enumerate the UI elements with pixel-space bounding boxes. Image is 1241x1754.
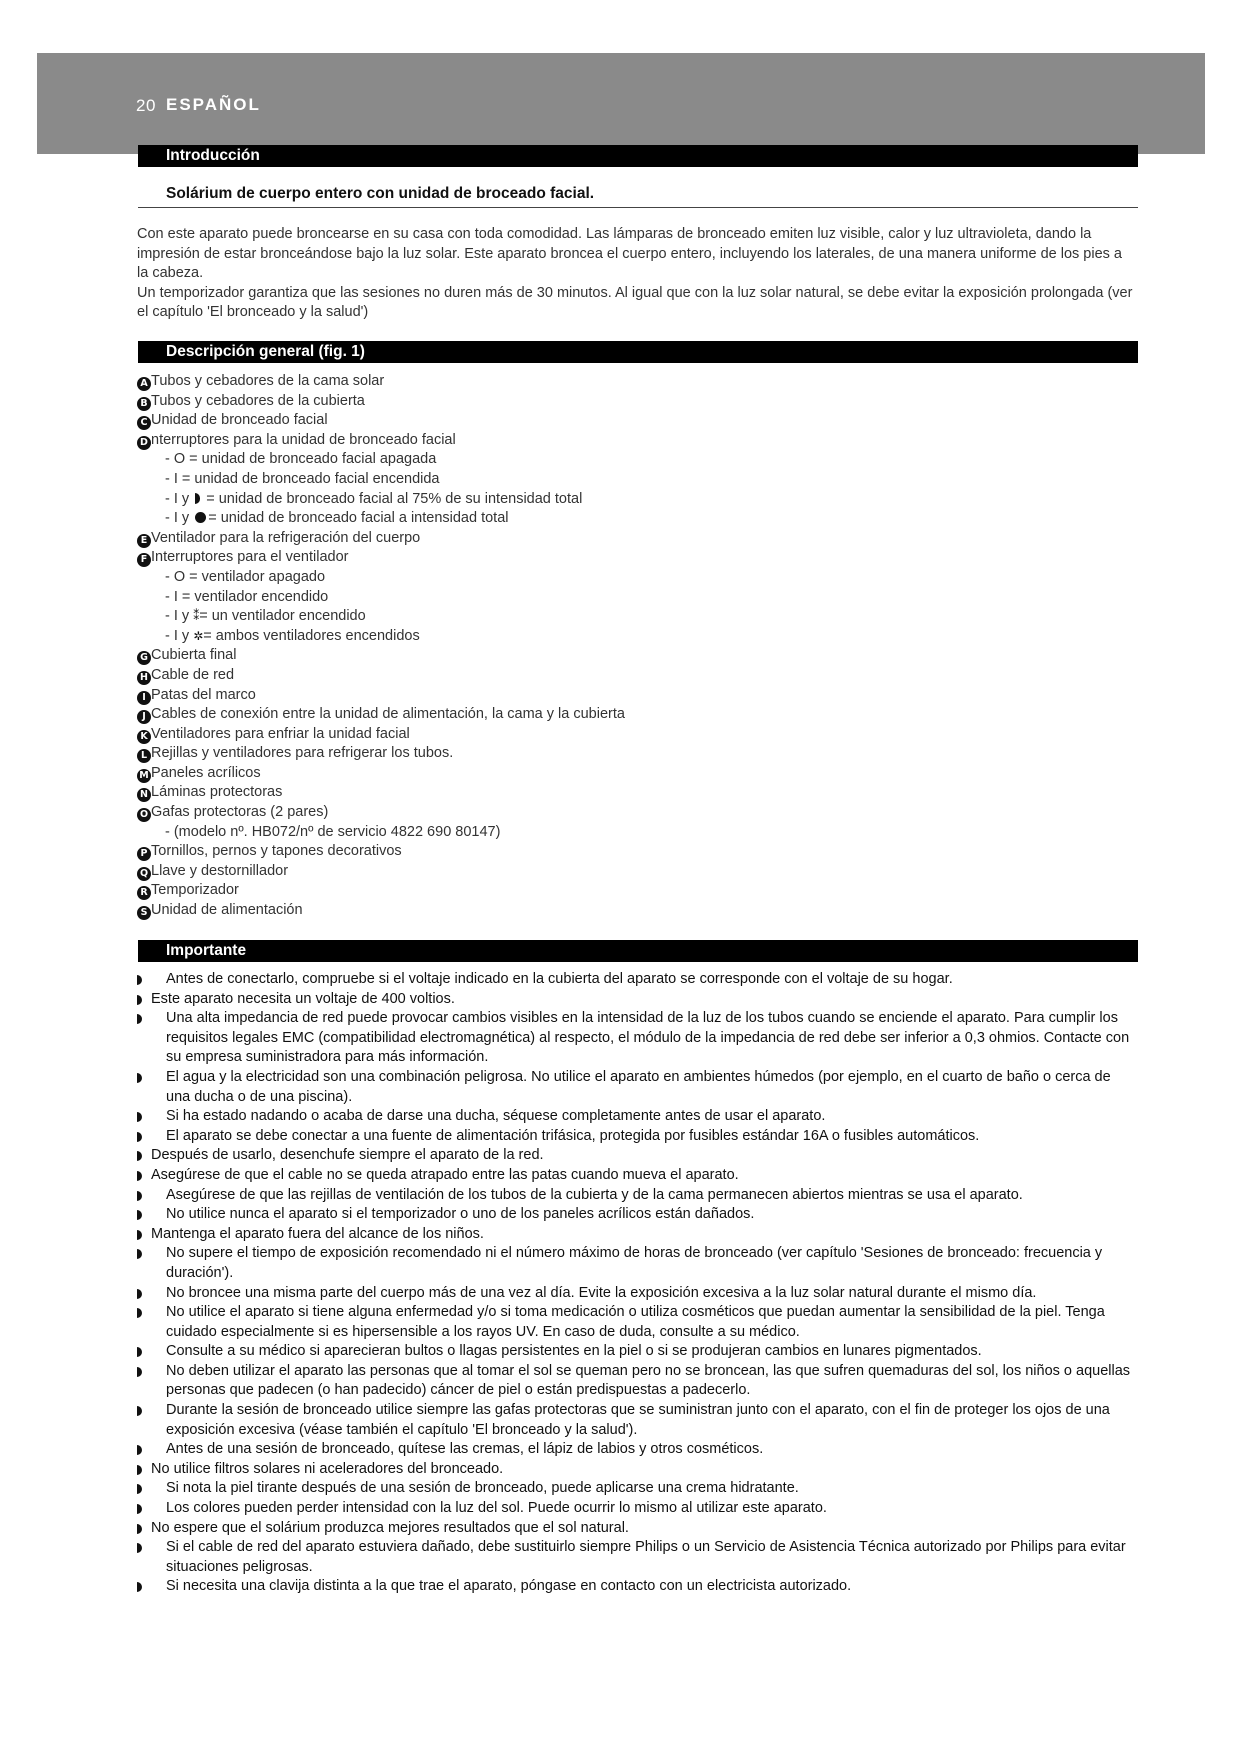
overview-item: B Tubos y cebadores de la cubierta xyxy=(137,392,1037,412)
important-item: Asegúrese de que el cable no se queda atrapado entre las patas cuando mueva el aparato. xyxy=(137,1166,1137,1186)
bullet-icon xyxy=(137,995,142,1005)
double-fan-icon: ✲ xyxy=(193,628,204,643)
bullet-icon xyxy=(137,1073,142,1083)
letter-marker-icon: O xyxy=(137,808,151,822)
letter-marker-icon: A xyxy=(137,377,151,391)
important-item: Si el cable de red del aparato estuviera dañado, debe sustituirlo siempre Philips o un Servicio de Asistencia Técnica autorizado por Philips para evitar situaciones peligrosas. xyxy=(137,1538,1137,1577)
important-item: No espere que el solárium produzca mejores resultados que el sol natural. xyxy=(137,1519,1137,1539)
important-item: Consulte a su médico si aparecieran bultos o llagas persistentes en la piel o si se produjeran cambios en lunares pigmentados. xyxy=(137,1342,1137,1362)
important-item: Antes de conectarlo, compruebe si el voltaje indicado en la cubierta del aparato se corresponde con el voltaje de su hogar. xyxy=(137,970,1137,990)
bullet-icon xyxy=(137,1465,142,1475)
letter-marker-icon: L xyxy=(137,749,151,763)
bullet-icon xyxy=(137,1484,142,1494)
bullet-icon xyxy=(137,975,142,985)
overview-item: K Ventiladores para enfriar la unidad facial xyxy=(137,725,1037,745)
bullet-icon xyxy=(137,1445,142,1455)
single-fan-icon: ⁑ xyxy=(193,609,200,624)
letter-marker-icon: J xyxy=(137,710,151,724)
bullet-icon xyxy=(137,1249,142,1259)
bullet-icon xyxy=(137,1014,142,1024)
bullet-icon xyxy=(137,1132,142,1142)
subtitle-divider xyxy=(138,207,1138,208)
bullet-icon xyxy=(137,1543,142,1553)
important-item: Después de usarlo, desenchufe siempre el aparato de la red. xyxy=(137,1146,1137,1166)
bullet-icon xyxy=(137,1112,142,1122)
letter-marker-icon: C xyxy=(137,416,151,430)
overview-item: I Patas del marco xyxy=(137,686,1037,706)
important-item: Si nota la piel tirante después de una sesión de bronceado, puede aplicarse una crema hidratante. xyxy=(137,1479,1137,1499)
letter-marker-icon: R xyxy=(137,886,151,900)
important-item: Una alta impedancia de red puede provocar cambios visibles en la intensidad de la luz de los tubos cuando se enciende el aparato. Para cumplir los requisitos legales EMC (compatibilidad electromagnética) al respecto, el módulo de la impedancia de red debe ser inferior a 0,3 ohmios. Contacte con su empresa suministradora para más información. xyxy=(137,1009,1137,1068)
important-item: Este aparato necesita un voltaje de 400 voltios. xyxy=(137,990,1137,1010)
overview-item: Q Llave y destornillador xyxy=(137,862,1037,882)
important-item: El aparato se debe conectar a una fuente de alimentación trifásica, protegida por fusibles estándar 16A o fusibles automáticos. xyxy=(137,1127,1137,1147)
overview-subitem: - I = ventilador encendido xyxy=(165,588,329,605)
bullet-icon xyxy=(137,1171,142,1181)
important-item: Durante la sesión de bronceado utilice siempre las gafas protectoras que se suministran junto con el aparato, con el fin de proteger los ojos de una exposición excesiva (véase también el capítulo 'El bronceado y la salud'). xyxy=(137,1401,1137,1440)
full-circle-icon xyxy=(195,512,206,523)
overview-subitem: - I y = unidad de bronceado facial a intensidad total xyxy=(165,510,509,527)
bullet-icon xyxy=(137,1191,142,1201)
important-item: Mantenga el aparato fuera del alcance de los niños. xyxy=(137,1225,1137,1245)
intro-text xyxy=(137,225,1137,323)
section-title-introduccion: Introducción xyxy=(138,145,1138,167)
page-number: 20 xyxy=(136,96,156,115)
bullet-icon xyxy=(137,1308,142,1318)
overview-item: E Ventilador para la refrigeración del cuerpo xyxy=(137,529,1037,549)
letter-marker-icon: F xyxy=(137,553,151,567)
bullet-icon xyxy=(137,1406,142,1416)
important-item: Si ha estado nadando o acaba de darse una ducha, séquese completamente antes de usar el aparato. xyxy=(137,1107,1137,1127)
overview-item: S Unidad de alimentación xyxy=(137,901,1037,921)
important-item: No utilice nunca el aparato si el temporizador o uno de los paneles acrílicos están dañados. xyxy=(137,1205,1137,1225)
overview-item: G Cubierta final xyxy=(137,646,1037,666)
letter-marker-icon: B xyxy=(137,397,151,411)
overview-item: O Gafas protectoras (2 pares) xyxy=(137,803,1037,823)
overview-item: D nterruptores para la unidad de bronceado facial xyxy=(137,431,1037,451)
letter-marker-icon: P xyxy=(137,847,151,861)
letter-marker-icon: G xyxy=(137,651,151,665)
overview-item: R Temporizador xyxy=(137,881,1037,901)
language-label: ESPAÑOL xyxy=(166,95,261,114)
bullet-icon xyxy=(137,1289,142,1299)
letter-marker-icon: M xyxy=(137,769,151,783)
important-item: El agua y la electricidad son una combinación peligrosa. No utilice el aparato en ambientes húmedos (por ejemplo, en el cuarto de baño o cerca de una ducha o de una piscina). xyxy=(137,1068,1137,1107)
overview-list xyxy=(137,372,1037,921)
bullet-icon xyxy=(137,1210,142,1220)
intro-subtitle: Solárium de cuerpo entero con unidad de broceado facial. xyxy=(166,185,595,202)
overview-subitem: - I y ⁑= un ventilador encendido xyxy=(165,608,366,625)
important-item: No supere el tiempo de exposición recomendado ni el número máximo de horas de bronceado (ver capítulo 'Sesiones de bronceado: frecuencia y duración'). xyxy=(137,1244,1137,1283)
bullet-icon xyxy=(137,1230,142,1240)
bullet-icon xyxy=(137,1367,142,1377)
section-title-importante: Importante xyxy=(138,940,1138,962)
important-item: No utilice filtros solares ni aceleradores del bronceado. xyxy=(137,1460,1137,1480)
important-item: No broncee una misma parte del cuerpo más de una vez al día. Evite la exposición excesiva a la luz solar natural durante el mismo día. xyxy=(137,1284,1137,1304)
overview-item: F Interruptores para el ventilador xyxy=(137,548,1037,568)
bullet-icon xyxy=(137,1347,142,1357)
bullet-icon xyxy=(137,1151,142,1161)
important-item: Los colores pueden perder intensidad con la luz del sol. Puede ocurrir lo mismo al utilizar este aparato. xyxy=(137,1499,1137,1519)
important-item: No deben utilizar el aparato las personas que al tomar el sol se queman pero no se broncean, las que sufren quemaduras del sol, los niños o aquellas personas que padecen (o han padecido) cáncer de piel o están predispuestas a padecerlo. xyxy=(137,1362,1137,1401)
important-item: Asegúrese de que las rejillas de ventilación de los tubos de la cubierta y de la cama permanecen abiertos mientras se usa el aparato. xyxy=(137,1186,1137,1206)
intro-paragraph-2: Un temporizador garantiza que las sesiones no duren más de 30 minutos. Al igual que con la luz solar natural, se debe evitar la exposición prolongada (ver el capítulo 'El bronceado y la salud') xyxy=(137,284,1133,321)
intro-paragraph-1: Con este aparato puede broncearse en su casa con toda comodidad. Las lámparas de bronceado emiten luz visible, calor y luz ultravioleta, dando la impresión de estar bronceándose bajo la luz solar. Este aparato broncea el cuerpo entero, incluyendo los laterales, de una manera uniforme de los pies a la cabeza. xyxy=(137,226,1122,282)
letter-marker-icon: H xyxy=(137,671,151,685)
letter-marker-icon: N xyxy=(137,788,151,802)
overview-subitem: - O = ventilador apagado xyxy=(165,568,326,585)
letter-marker-icon: Q xyxy=(137,867,151,881)
overview-subitem: - I y ✲= ambos ventiladores encendidos xyxy=(165,627,420,644)
half-circle-icon xyxy=(195,493,200,504)
overview-item: N Láminas protectoras xyxy=(137,783,1037,803)
letter-marker-icon: K xyxy=(137,730,151,744)
important-item: Antes de una sesión de bronceado, quítese las cremas, el lápiz de labios y otros cosméticos. xyxy=(137,1440,1137,1460)
bullet-icon xyxy=(137,1582,142,1592)
overview-subitem: - (modelo nº. HB072/nº de servicio 4822 690 80147) xyxy=(165,823,501,840)
section-title-descripcion: Descripción general (fig. 1) xyxy=(138,341,1138,363)
overview-item: M Paneles acrílicos xyxy=(137,764,1037,784)
bullet-icon xyxy=(137,1524,142,1534)
overview-item: J Cables de conexión entre la unidad de alimentación, la cama y la cubierta xyxy=(137,705,1037,725)
overview-subitem: - I y = unidad de bronceado facial al 75% de su intensidad total xyxy=(165,490,583,507)
letter-marker-icon: S xyxy=(137,906,151,920)
bullet-icon xyxy=(137,1504,142,1514)
letter-marker-icon: D xyxy=(137,436,151,450)
overview-item: L Rejillas y ventiladores para refrigerar los tubos. xyxy=(137,744,1037,764)
overview-subitem: - O = unidad de bronceado facial apagada xyxy=(165,451,437,468)
overview-item: P Tornillos, pernos y tapones decorativos xyxy=(137,842,1037,862)
overview-item: C Unidad de bronceado facial xyxy=(137,411,1037,431)
overview-subitem: - I = unidad de bronceado facial encendida xyxy=(165,470,440,487)
important-item: Si necesita una clavija distinta a la que trae el aparato, póngase en contacto con un electricista autorizado. xyxy=(137,1577,1137,1597)
important-list xyxy=(137,970,1137,1597)
letter-marker-icon: E xyxy=(137,534,151,548)
important-item: No utilice el aparato si tiene alguna enfermedad y/o si toma medicación o utiliza cosméticos que puedan aumentar la sensibilidad de la piel. Tenga cuidado especialmente si es hipersensible a los rayos UV. En caso de duda, consulte a su médico. xyxy=(137,1303,1137,1342)
letter-marker-icon: I xyxy=(137,691,151,705)
overview-item: A Tubos y cebadores de la cama solar xyxy=(137,372,1037,392)
overview-item: H Cable de red xyxy=(137,666,1037,686)
